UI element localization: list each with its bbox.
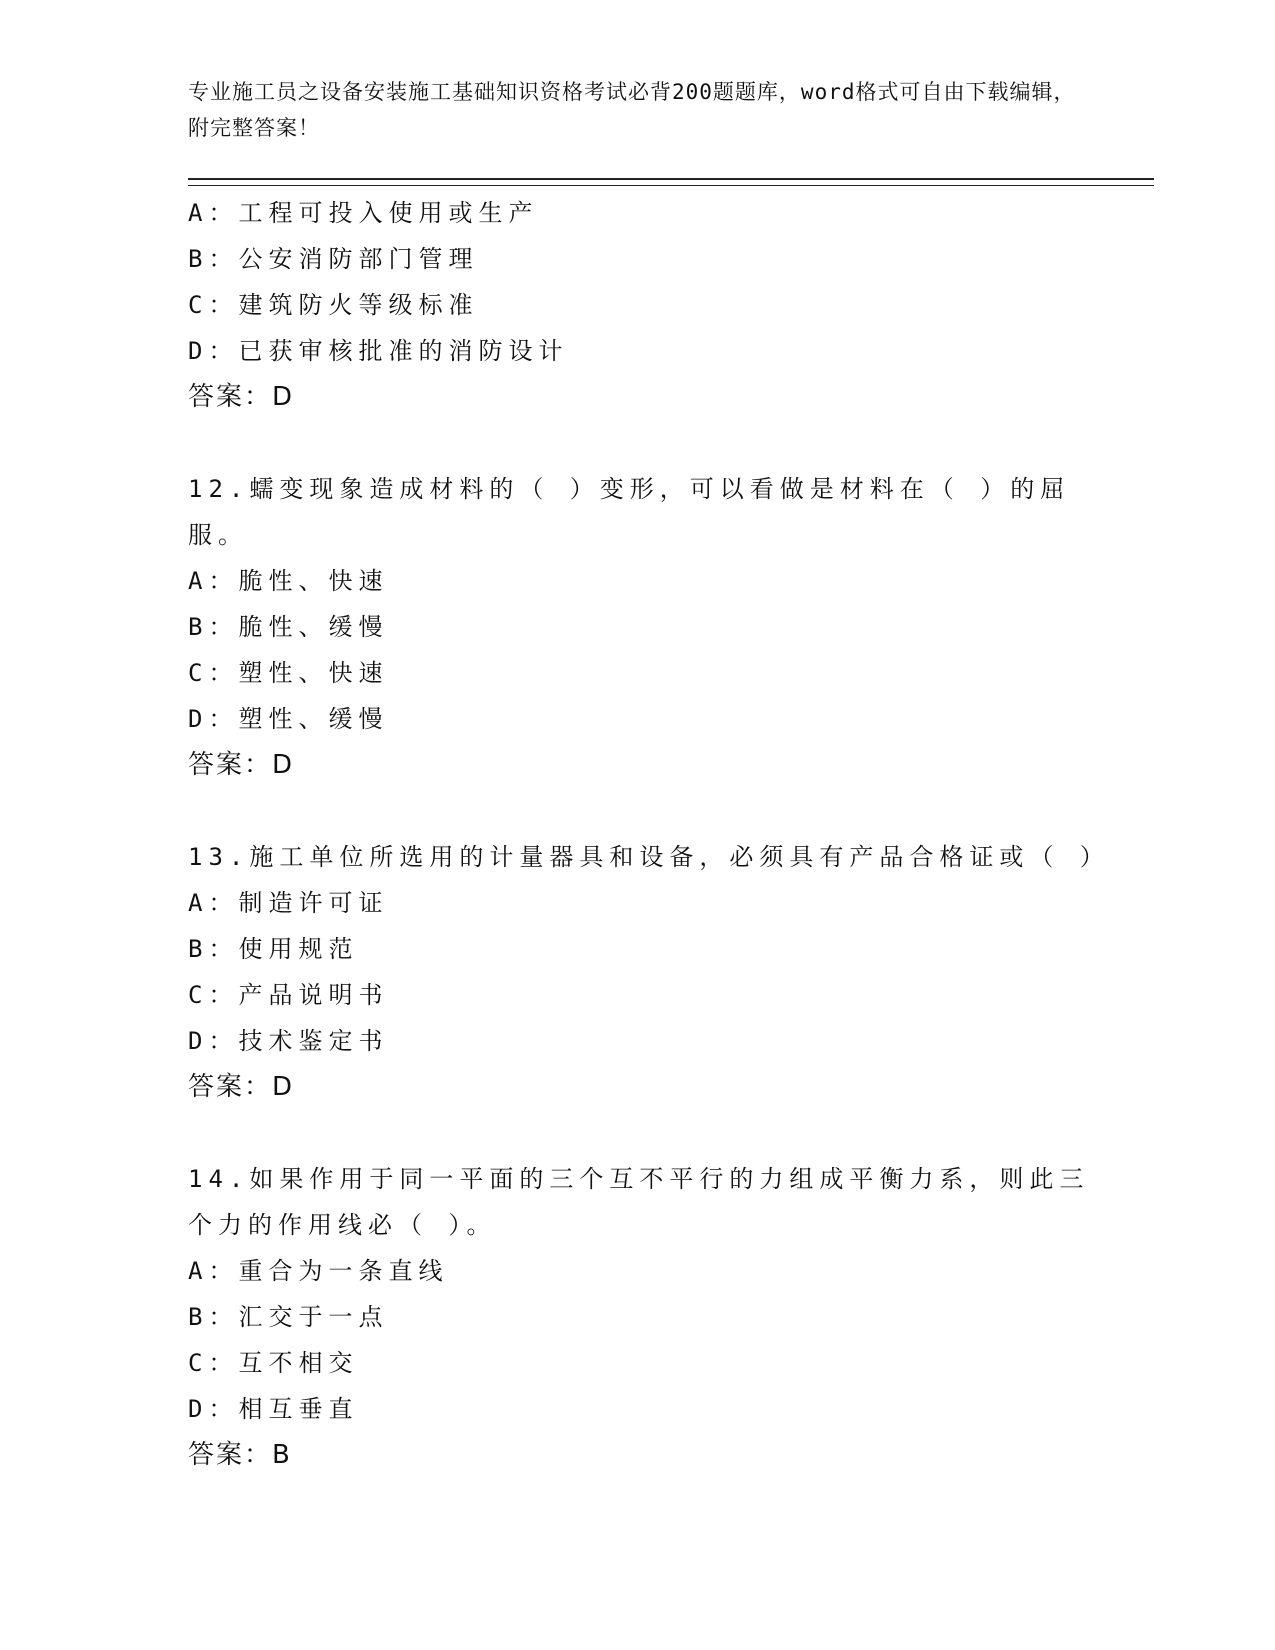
option-c: C：互不相交 [188,1349,359,1377]
question-list [188,190,1108,1478]
question-13 [188,834,1108,1110]
question-title: 13.施工单位所选用的计量器具和设备，必须具有产品合格证或（ ） [188,843,1110,871]
question-14 [188,1156,1108,1478]
question-12 [188,466,1108,788]
option-a: A：制造许可证 [188,889,389,917]
option-d: D：相互垂直 [188,1395,359,1423]
answer-line: 答案：D [188,750,295,780]
spacer [188,420,1108,466]
answer-line: 答案：D [188,382,295,412]
option-b: B：汇交于一点 [188,1303,389,1331]
answer-line: 答案：B [188,1440,292,1470]
option-a: A：脆性、快速 [188,567,389,595]
option-a: A：工程可投入使用或生产 [188,199,539,227]
question-title: 12.蠕变现象造成材料的（ ）变形，可以看做是材料在（ ）的屈服。 [188,475,1071,549]
header-divider [188,178,1154,186]
option-b: B：使用规范 [188,935,359,963]
option-c: C：塑性、快速 [188,659,389,687]
answer-line: 答案：D [188,1072,295,1102]
spacer [188,1110,1108,1156]
option-b: B：公安消防部门管理 [188,245,479,273]
option-b: B：脆性、缓慢 [188,613,389,641]
option-c: C：建筑防火等级标准 [188,291,479,319]
option-a: A：重合为一条直线 [188,1257,449,1285]
option-d: D：塑性、缓慢 [188,705,389,733]
option-d: D：已获审核批准的消防设计 [188,337,569,365]
document-header: 专业施工员之设备安装施工基础知识资格考试必背200题题库，word格式可自由下载编辑，附完整答案！ [188,80,1076,140]
option-d: D：技术鉴定书 [188,1027,389,1055]
question-title: 14.如果作用于同一平面的三个互不平行的力组成平衡力系，则此三个力的作用线必（ ）。 [188,1165,1090,1239]
option-c: C：产品说明书 [188,981,389,1009]
spacer [188,788,1108,834]
question-11-fragment [188,190,1108,420]
